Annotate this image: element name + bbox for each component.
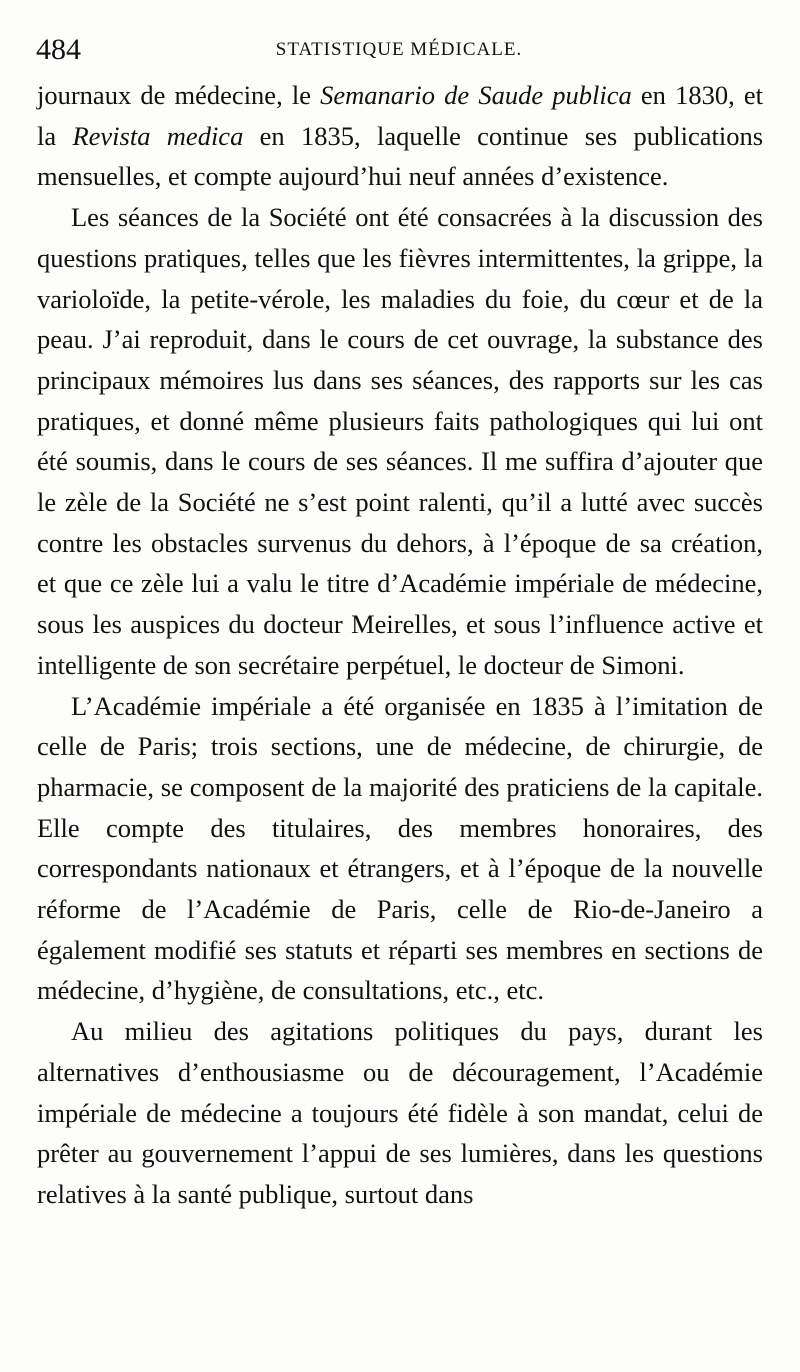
italic-title: Revista medica xyxy=(72,120,244,151)
text-segment: en 1835, laquelle continue ses publications mensuelles, et compte aujourd’hui neuf années d’existence. xyxy=(37,120,764,192)
page-number: 484 xyxy=(36,33,81,66)
paragraph xyxy=(37,686,763,1012)
running-title: STATISTIQUE MÉDICALE. xyxy=(275,39,523,60)
italic-title: Semanario de Saude publica xyxy=(320,80,632,110)
body-text xyxy=(37,75,763,1215)
paragraph xyxy=(37,75,763,197)
paragraph xyxy=(37,197,763,685)
paragraph xyxy=(37,1011,763,1215)
text-segment: Au milieu des agitations politiques du pays, durant les alternatives d’enthousiasme ou de découragement, l’Académie impériale de médecine a toujours été fidèle à son mandat, celui de prêter au gouvernement l’appui de ses lumières, dans les questions relatives à la santé publique, surtout dans xyxy=(37,1016,763,1209)
page-header xyxy=(36,30,762,70)
text-segment: journaux de médecine, le xyxy=(37,80,321,110)
text-segment: en 1830, et la xyxy=(37,80,764,151)
text-segment: L’Académie impériale a été organisée en 1835 à l’imitation de celle de Paris; trois sections, une de médecine, de chirurgie, de pharmacie, se composent de la majorité des praticiens de la capitale. Elle compte des titulaires, des membres honoraires, des correspondants nationaux et étrangers, et à l’époque de la nouvelle réforme de l’Académie de Paris, celle de Rio-de-Janeiro a également modifié ses statuts et réparti ses membres en sections de médecine, d’hygiène, de consultations, etc., etc. xyxy=(37,690,763,1006)
text-segment: Les séances de la Société ont été consacrées à la discussion des questions pratiques, telles que les fièvres intermittentes, la grippe, la varioloïde, la petite-vérole, les maladies du foie, du cœur et de la peau. J’ai reproduit, dans le cours de cet ouvrage, la substance des principaux mémoires lus dans ses séances, des rapports sur les cas pratiques, et donné même plusieurs faits pathologiques qui lui ont été soumis, dans le cours de ses séances. Il me suffira d’ajouter que le zèle de la Société ne s’est point ralenti, qu’il a lutté avec succès contre les obstacles survenus du dehors, à l’époque de sa création, et que ce zèle lui a valu le titre d’Académie impériale de médecine, sous les auspices du docteur Meirelles, et sous l’influence active et intelligente de son secrétaire perpétuel, le docteur de Simoni. xyxy=(37,202,763,680)
